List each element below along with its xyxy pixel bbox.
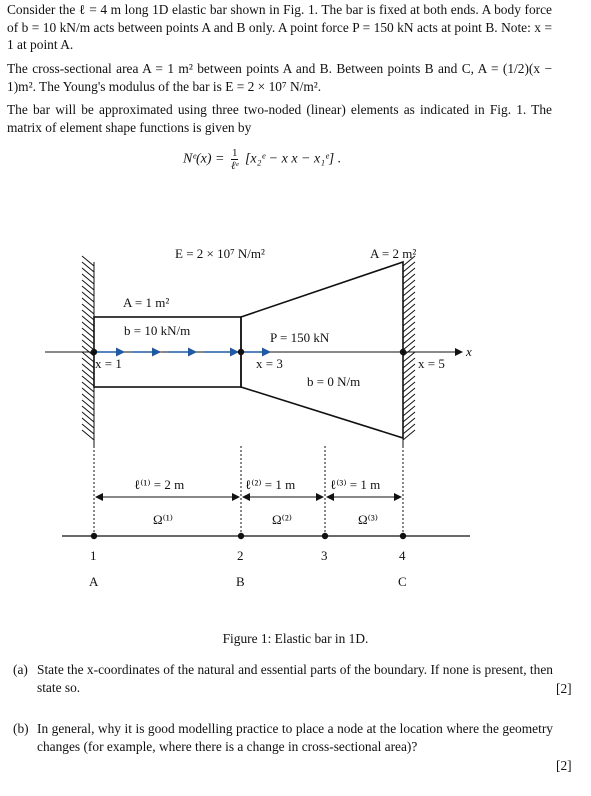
wall-hatch-line <box>403 322 415 332</box>
wall-hatch-line <box>403 424 415 434</box>
wall-hatch-line <box>82 364 94 374</box>
wall-hatch-line <box>403 328 415 338</box>
wall-hatch-line <box>82 322 94 332</box>
x-axis-label: x <box>466 344 472 359</box>
wall-hatch-line <box>403 268 415 278</box>
point-label-b: B <box>236 574 245 589</box>
body-force-right-label: b = 0 N/m <box>307 374 361 389</box>
wall-hatch-line <box>82 256 94 266</box>
area-right-label: A = 2 m² <box>370 246 417 261</box>
element-2-length: ℓ⁽²⁾ = 1 m <box>245 477 296 492</box>
wall-hatch-line <box>403 400 415 410</box>
wall-hatch-line <box>403 286 415 296</box>
node-number-3: 3 <box>321 548 328 563</box>
wall-hatch-line <box>403 382 415 392</box>
figure-caption: Figure 1: Elastic bar in 1D. <box>222 631 369 646</box>
wall-hatch-line <box>82 304 94 314</box>
bar-point-c <box>400 349 406 355</box>
node-number-2: 2 <box>237 548 244 563</box>
equation-lhs: Nᵉ(x) = <box>183 151 225 167</box>
wall-hatch-line <box>82 340 94 350</box>
wall-hatch-line <box>82 262 94 272</box>
wall-hatch-line <box>403 274 415 284</box>
wall-hatch-line <box>403 280 415 290</box>
node-number-4: 4 <box>399 548 406 563</box>
wall-hatch-line <box>82 334 94 344</box>
wall-hatch-line <box>82 298 94 308</box>
wall-hatch-line <box>403 394 415 404</box>
point-label-a: A <box>89 574 99 589</box>
wall-hatch-line <box>403 388 415 398</box>
wall-hatch-line <box>403 412 415 422</box>
wall-hatch-line <box>403 340 415 350</box>
wall-hatch-line <box>82 358 94 368</box>
wall-hatch-line <box>82 400 94 410</box>
element-1-domain: Ω⁽¹⁾ <box>153 512 173 527</box>
mesh-node-3 <box>322 533 328 539</box>
question-a-text: State the x-coordinates of the natural and essential parts of the boundary. If none is present, then state so. <box>37 662 553 695</box>
node-number-1: 1 <box>90 548 97 563</box>
question-b <box>13 720 553 755</box>
element-3-length: ℓ⁽³⁾ = 1 m <box>330 477 381 492</box>
wall-hatch-line <box>403 334 415 344</box>
equation-matrix: [x₂ᵉ − x x − x₁ᵉ] . <box>244 151 342 167</box>
wall-hatch-line <box>403 418 415 428</box>
wall-hatch-line <box>403 358 415 368</box>
bar-segment-bc <box>241 262 403 438</box>
mesh-node-2 <box>238 533 244 539</box>
wall-hatch-line <box>403 262 415 272</box>
wall-hatch-line <box>82 376 94 386</box>
wall-hatch-line <box>403 376 415 386</box>
problem-paragraph-3: The bar will be approximated using three two-noded (linear) elements as indicated in Fig. 1. The matrix of element shape functions is given by <box>7 102 552 135</box>
bar-point-a <box>91 349 97 355</box>
x1-label: x = 1 <box>95 356 122 371</box>
wall-hatch-line <box>82 316 94 326</box>
wall-hatch-line <box>82 310 94 320</box>
wall-hatch-line <box>403 364 415 374</box>
wall-hatch-line <box>82 328 94 338</box>
wall-hatch-line <box>82 370 94 380</box>
area-left-label: A = 1 m² <box>123 295 170 310</box>
wall-hatch-line <box>403 298 415 308</box>
wall-hatch-line <box>82 406 94 416</box>
mesh-node-4 <box>400 533 406 539</box>
wall-hatch-line <box>403 292 415 302</box>
wall-hatch-line <box>82 418 94 428</box>
wall-hatch-line <box>403 316 415 326</box>
wall-hatch-line <box>403 370 415 380</box>
question-a <box>13 661 553 696</box>
wall-hatch-line <box>82 286 94 296</box>
question-b-marks: [2] <box>556 758 572 773</box>
mesh-node-1 <box>91 533 97 539</box>
problem-paragraph-2: The cross-sectional area A = 1 m² between points A and B. Between points B and C, A = (1/2)(x − 1)m². The Young's modulus of the bar is E = 2 × 10⁷ N/m². <box>7 61 552 94</box>
x5-label: x = 5 <box>418 356 445 371</box>
question-b-text: In general, why it is good modelling practice to place a node at the location where the geometry changes (for example, where there is a change in cross-sectional area)? <box>37 721 553 754</box>
wall-hatch-line <box>403 304 415 314</box>
wall-hatch-line <box>403 430 415 440</box>
element-3-domain: Ω⁽³⁾ <box>358 512 378 527</box>
element-2-domain: Ω⁽²⁾ <box>272 512 292 527</box>
wall-hatch-line <box>82 382 94 392</box>
body-force-left-label: b = 10 kN/m <box>124 323 191 338</box>
question-a-label: (a) <box>13 662 28 677</box>
equation-denominator: ℓᵉ <box>231 160 239 172</box>
wall-hatch-line <box>82 388 94 398</box>
wall-hatch-line <box>82 268 94 278</box>
wall-hatch-line <box>82 274 94 284</box>
equation-numerator: 1 <box>231 147 238 159</box>
wall-hatch-line <box>82 430 94 440</box>
point-force-label: P = 150 kN <box>270 330 330 345</box>
wall-hatch-line <box>82 292 94 302</box>
question-a-marks: [2] <box>556 681 572 696</box>
point-label-c: C <box>398 574 407 589</box>
wall-hatch-line <box>82 412 94 422</box>
wall-hatch-line <box>82 280 94 290</box>
youngs-modulus-label: E = 2 × 10⁷ N/m² <box>175 246 265 261</box>
wall-hatch-line <box>82 394 94 404</box>
wall-hatch-line <box>403 406 415 416</box>
wall-hatch-line <box>403 310 415 320</box>
question-b-label: (b) <box>13 721 29 736</box>
wall-hatch-line <box>82 424 94 434</box>
problem-paragraph-1: Consider the ℓ = 4 m long 1D elastic bar shown in Fig. 1. The bar is fixed at both ends. A body force of b = 10 kN/m acts between points A and B only. A point force P = 150 kN acts at point B. Note: x = 1 at point A. <box>7 2 552 53</box>
element-1-length: ℓ⁽¹⁾ = 2 m <box>134 477 185 492</box>
bar-point-b <box>238 349 244 355</box>
x3-label: x = 3 <box>256 356 283 371</box>
